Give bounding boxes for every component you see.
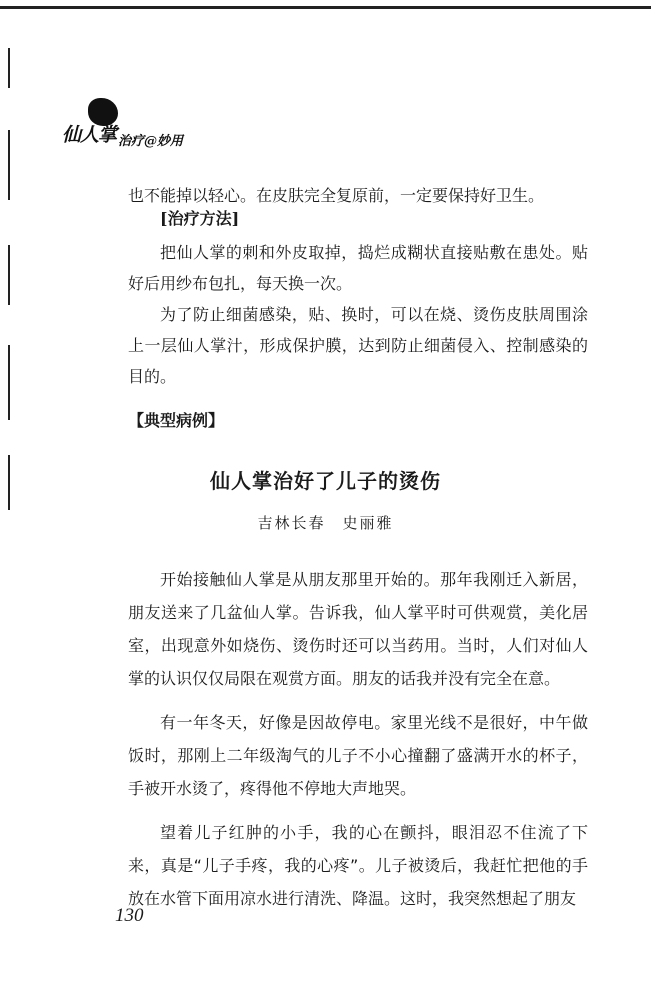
story-paragraph: 望着儿子红肿的小手，我的心在颤抖，眼泪忍不住流了下来，真是“儿子手疼，我的心疼”。儿子被烫后，我赶忙把他的手放在水管下面用凉水进行清洗、降温。这时，我突然想起了朋友	[128, 823, 588, 908]
scan-edge-mark	[8, 345, 10, 420]
page-number: 130	[115, 905, 144, 926]
method-paragraph: 把仙人掌的刺和外皮取掉，捣烂成糊状直接贴敷在患处。贴好后用纱布包扎，每天换一次。	[128, 243, 588, 293]
book-header-logo	[60, 92, 230, 162]
story-title: 仙人掌治好了儿子的烫伤	[210, 469, 441, 493]
scan-edge-mark	[8, 48, 10, 88]
scan-edge-mark	[8, 245, 10, 305]
header-subtitle: 治疗@妙用	[118, 134, 184, 149]
method-paragraph: 为了防止细菌感染，贴、换时，可以在烧、烫伤皮肤周围涂上一层仙人掌汁，形成保护膜，达到防止细菌侵入、控制感染的目的。	[128, 305, 588, 386]
typical-cases-label: 【典型病例】	[128, 411, 225, 430]
header-title: 仙人掌	[62, 124, 117, 146]
scan-edge-mark	[8, 130, 10, 200]
treatment-method-label: [治疗方法]	[160, 209, 240, 228]
story-author: 吉林长春 史丽雅	[257, 514, 394, 532]
top-border-rule	[0, 6, 651, 9]
story-paragraph: 开始接触仙人掌是从朋友那里开始的。那年我刚迁入新居，朋友送来了几盆仙人掌。告诉我，仙人掌平时可供观赏，美化居室，出现意外如烧伤、烫伤时还可以当药用。当时，人们对仙人掌的认识仅仅局限在观赏方面。朋友的话我并没有完全在意。	[128, 570, 588, 688]
paragraph-continued: 也不能掉以轻心。在皮肤完全复原前，一定要保持好卫生。	[128, 186, 545, 205]
story-paragraph: 有一年冬天，好像是因故停电。家里光线不是很好，中午做饭时，那刚上二年级淘气的儿子不小心撞翻了盛满开水的杯子，手被开水烫了，疼得他不停地大声地哭。	[128, 713, 588, 798]
